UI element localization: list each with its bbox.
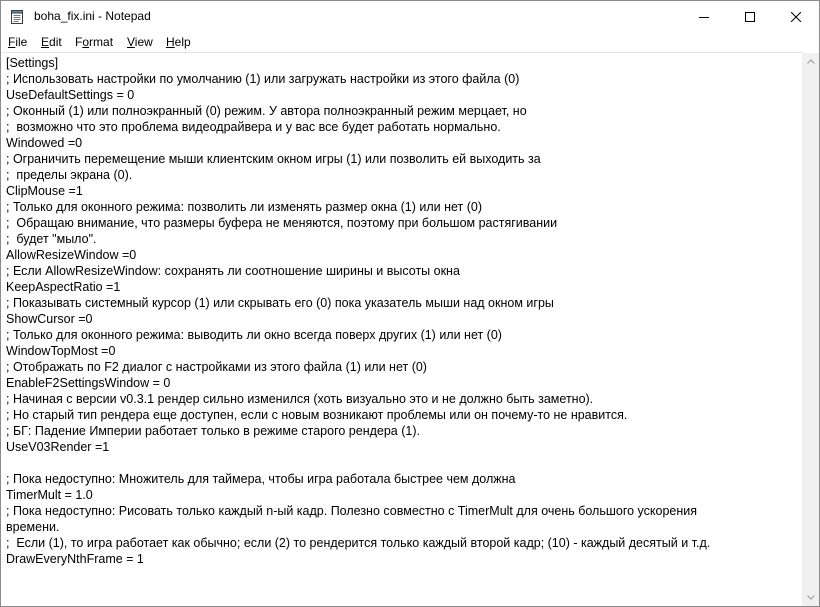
text-content[interactable] — [6, 55, 800, 567]
minimize-button[interactable] — [681, 1, 727, 32]
text-line: ; Отображать по F2 диалог с настройками из этого файла (1) или нет (0) — [6, 360, 427, 374]
menu-format-rest: rmat — [89, 35, 114, 49]
scroll-up-button[interactable] — [802, 53, 819, 70]
text-line: ; Пока недоступно: Множитель для таймера, чтобы игра работала быстрее чем должна — [6, 472, 516, 486]
menu-edit-accel: E — [41, 35, 50, 49]
text-line: WindowTopMost =0 — [6, 344, 116, 358]
text-line: Windowed =0 — [6, 136, 83, 150]
menu-edit-rest: dit — [49, 35, 62, 49]
text-line: UseDefaultSettings = 0 — [6, 88, 135, 102]
menu-edit[interactable] — [41, 32, 62, 52]
menu-view-accel: V — [127, 35, 135, 49]
scroll-down-arrow-icon — [807, 595, 815, 600]
menu-view-rest: iew — [134, 35, 153, 49]
maximize-button[interactable] — [727, 1, 773, 32]
menu-help-rest: elp — [174, 35, 191, 49]
text-line: ; Если AllowResizeWindow: сохранять ли соотношение ширины и высоты окна — [6, 264, 460, 278]
text-line: ; Начиная с версии v0.3.1 рендер сильно изменился (хоть визуально это и не должно быть заметно). — [6, 392, 594, 406]
text-line: времени. — [6, 520, 60, 534]
text-line: KeepAspectRatio =1 — [6, 280, 121, 294]
text-line: ; Пока недоступно: Рисовать только каждый n-ый кадр. Полезно совместно с TimerMult для очень большого ускорения — [6, 504, 698, 518]
menu-bar — [1, 32, 819, 52]
scroll-up-arrow-icon — [807, 59, 815, 64]
text-line: ClipMouse =1 — [6, 184, 83, 198]
text-line: ; БГ: Падение Империи работает только в режиме старого рендера (1). — [6, 424, 420, 438]
menu-file[interactable] — [8, 32, 27, 52]
text-line: ; Показывать системный курсор (1) или скрывать его (0) пока указатель мыши над окном игры — [6, 296, 554, 310]
close-icon — [791, 12, 801, 22]
text-line: ; Только для оконного режима: позволить ли изменять размер окна (1) или нет (0) — [6, 200, 483, 214]
text-line: ; Обращаю внимание, что размеры буфера не меняются, поэтому при большом растягивании — [6, 216, 558, 230]
text-line: ShowCursor =0 — [6, 312, 93, 326]
text-line: DrawEveryNthFrame = 1 — [6, 552, 144, 566]
menu-file-accel: F — [8, 35, 16, 49]
close-button[interactable] — [773, 1, 819, 32]
window-title: boha_fix.ini - Notepad — [34, 9, 151, 23]
text-line: ; возможно что это проблема видеодрайвера и у вас все будет работать нормально. — [6, 120, 501, 134]
menu-file-rest: ile — [15, 35, 28, 49]
text-line: [Settings] — [6, 56, 59, 70]
maximize-icon — [745, 12, 755, 22]
menu-format[interactable] — [75, 32, 113, 52]
text-line: AllowResizeWindow =0 — [6, 248, 137, 262]
text-line: ; пределы экрана (0). — [6, 168, 133, 182]
minimize-icon — [699, 12, 709, 22]
menu-help-accel: H — [166, 35, 175, 49]
menu-format-pre: F — [75, 35, 83, 49]
text-line — [6, 455, 800, 471]
text-line: EnableF2SettingsWindow = 0 — [6, 376, 171, 390]
notepad-icon — [9, 8, 25, 24]
text-line: ; Но старый тип рендера еще доступен, если с новым возникают проблемы или он почему-то не нравится. — [6, 408, 628, 422]
menu-help[interactable] — [166, 32, 191, 52]
text-line: ; Если (1), то игра работает как обычно; если (2) то рендерится только каждый второй кадр; (10) - каждый десятый и т.д. — [6, 536, 711, 550]
menu-format-accel: o — [82, 35, 90, 49]
text-line: UseV03Render =1 — [6, 440, 110, 454]
text-line: ; Ограничить перемещение мыши клиентским окном игры (1) или позволить ей выходить за — [6, 152, 541, 166]
text-line: ; Только для оконного режима: выводить ли окно всегда поверх других (1) или нет (0) — [6, 328, 502, 342]
scroll-down-button[interactable] — [802, 589, 819, 606]
text-line: ; Оконный (1) или полноэкранный (0) режим. У автора полноэкранный режим мерцает, но — [6, 104, 527, 118]
title-bar[interactable] — [1, 1, 819, 32]
text-editor[interactable] — [2, 52, 802, 606]
text-line: ; Использовать настройки по умолчанию (1) или загружать настройки из этого файла (0) — [6, 72, 520, 86]
text-line: TimerMult = 1.0 — [6, 488, 93, 502]
vertical-scrollbar[interactable] — [802, 53, 819, 606]
text-line: ; будет "мыло". — [6, 232, 97, 246]
menu-view[interactable] — [127, 32, 153, 52]
